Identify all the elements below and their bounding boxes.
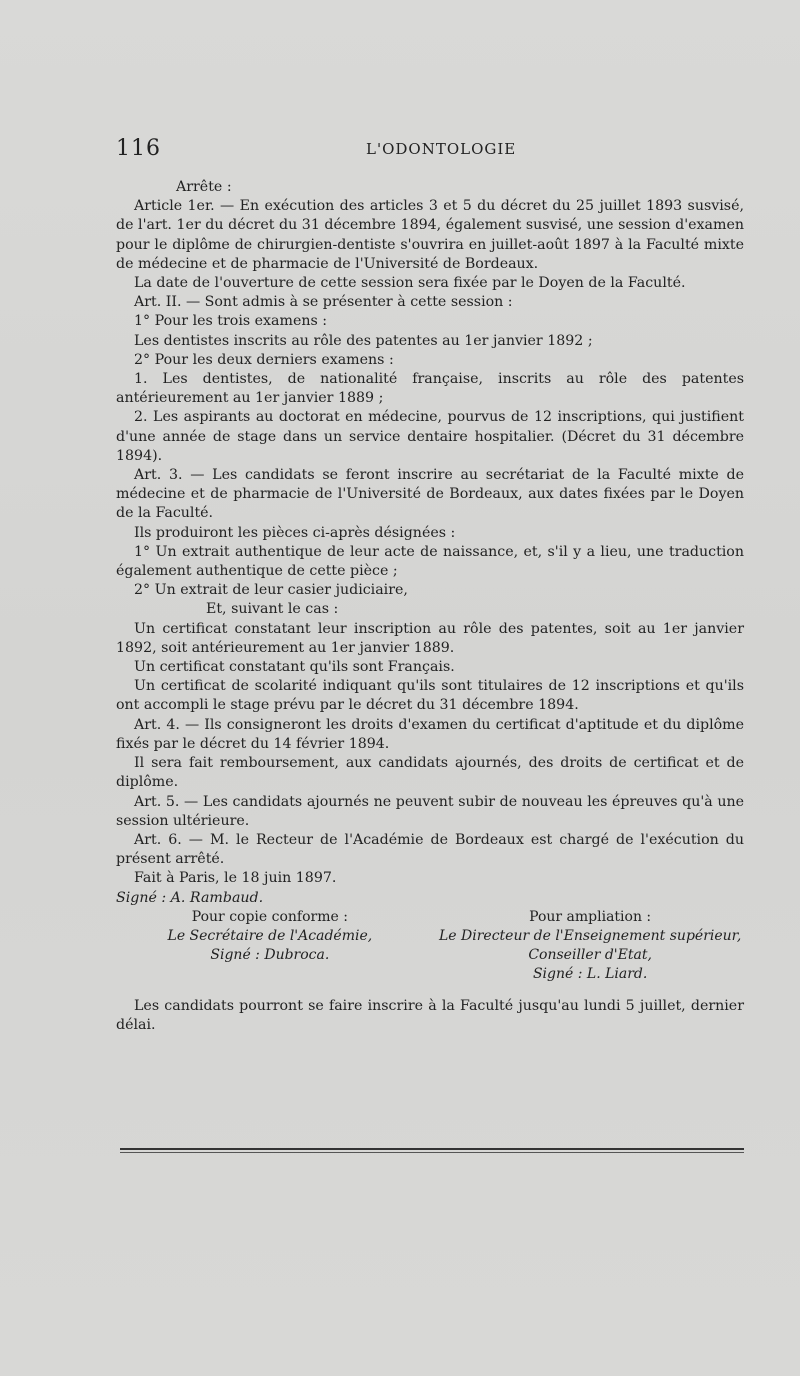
closing-paragraph: Les candidats pourront se faire inscrire à la Faculté jusqu'au lundi 5 juillet, dernier délai.	[116, 997, 744, 1033]
paragraph: Un certificat constatant leur inscription au rôle des patentes, soit au 1er janvier 1892, soit antérieurement au 1er janvier 1889.	[116, 620, 744, 656]
copy-right-role2: Conseiller d'Etat,	[528, 947, 652, 964]
page-header	[116, 136, 744, 166]
paragraph: Un certificat constatant qu'ils sont Français.	[134, 659, 455, 676]
paragraph: Il sera fait remboursement, aux candidats ajournés, des droits de certificat et de diplôme.	[116, 755, 744, 791]
running-title: L'ODONTOLOGIE	[366, 140, 517, 158]
paragraph: Art. 6. — M. le Recteur de l'Académie de Bordeaux est chargé de l'exécution du présent arrêté.	[116, 831, 744, 868]
copy-right-heading: Pour ampliation :	[529, 908, 652, 925]
paragraph: 1° Un extrait authentique de leur acte de naissance, et, s'il y a lieu, une traduction également authentique de cette pièce ;	[116, 543, 744, 580]
paragraph: Fait à Paris, le 18 juin 1897.	[134, 870, 337, 887]
page-number: 116	[116, 136, 161, 161]
paragraph: Les dentistes inscrits au rôle des patentes au 1er janvier 1892 ;	[134, 332, 593, 349]
paragraph: 1. Les dentistes, de nationalité française, inscrits au rôle des patentes antérieurement au 1er janvier 1889 ;	[116, 371, 744, 407]
copy-right-role: Le Directeur de l'Enseignement supérieur,	[439, 927, 742, 944]
paragraph: 2° Un extrait de leur casier judiciaire,	[134, 582, 408, 599]
arrete-heading: Arrête :	[176, 179, 232, 195]
end-rule	[120, 1148, 744, 1153]
paragraph: 1° Pour les trois examens :	[134, 313, 328, 330]
paragraph: Et, suivant le cas :	[206, 601, 339, 618]
signature-rambaud: Signé : A. Rambaud.	[116, 889, 264, 906]
paragraph: Art. 3. — Les candidats se feront inscrire au secrétariat de la Faculté mixte de médecine et de pharmacie de l'Université de Bordeaux, aux dates fixées par le Doyen de la Faculté.	[116, 467, 744, 522]
paragraph: La date de l'ouverture de cette session sera fixée par le Doyen de la Faculté.	[134, 275, 686, 292]
copy-left-heading: Pour copie conforme :	[191, 908, 348, 925]
paragraph: Article 1er. — En exécution des articles 3 et 5 du décret du 25 juillet 1893 susvisé, de l'art. 1er du décret du 31 décembre 1894, également susvisé, une session d'examen pour le diplôme de chirurgien-dentiste s'ouvrira en juillet-août 1897 à la Faculté mixte de médecine et de pharmacie de l'Université de Bordeaux.	[116, 198, 744, 272]
copy-signatures	[116, 908, 744, 985]
paragraph: Art. 4. — Ils consigneront les droits d'examen du certificat d'aptitude et du diplôme fixés par le décret du 14 février 1894.	[116, 716, 744, 752]
document-body	[116, 178, 744, 1035]
copy-left	[116, 908, 424, 985]
copy-right	[436, 908, 744, 985]
copy-right-sign: Signé : L. Liard.	[532, 966, 648, 983]
paragraph: Art. II. — Sont admis à se présenter à cette session :	[134, 294, 513, 311]
paragraph: Un certificat de scolarité indiquant qu'ils sont titulaires de 12 inscriptions et qu'ils ont accompli le stage prévu par le décret du 31 décembre 1894.	[116, 678, 744, 714]
paragraph: 2. Les aspirants au doctorat en médecine, pourvus de 12 inscriptions, qui justifient d'une année de stage dans un service dentaire hospitalier. (Décret du 31 décembre 1894).	[116, 409, 744, 464]
paragraph: Art. 5. — Les candidats ajournés ne peuvent subir de nouveau les épreuves qu'à une session ultérieure.	[116, 793, 744, 829]
copy-left-sign: Signé : Dubroca.	[210, 947, 330, 964]
paragraph: Ils produiront les pièces ci-après désignées :	[134, 524, 456, 541]
copy-left-role: Le Secrétaire de l'Académie,	[167, 927, 373, 944]
paragraph: 2° Pour les deux derniers examens :	[134, 351, 394, 368]
